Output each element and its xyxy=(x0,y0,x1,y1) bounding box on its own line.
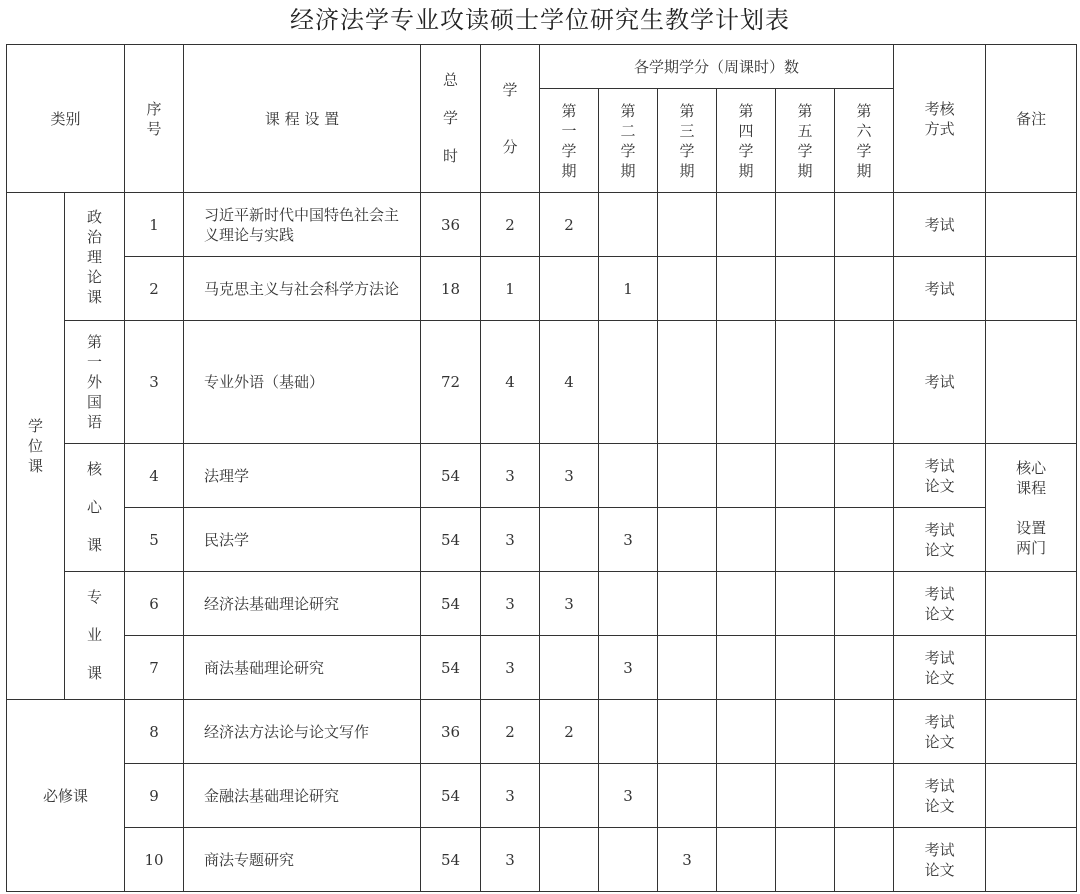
total-hours: 54 xyxy=(421,508,481,572)
table-row xyxy=(7,321,1077,444)
semester-3-cell xyxy=(658,700,717,764)
assessment-method: 考试 论文 xyxy=(894,508,986,572)
semester-6-cell xyxy=(835,321,894,444)
remark-cell xyxy=(986,572,1077,636)
course-name: 民法学 xyxy=(184,508,421,572)
row-number: 7 xyxy=(125,636,184,700)
row-number: 2 xyxy=(125,257,184,321)
semester-3-cell xyxy=(658,764,717,828)
semester-4-cell xyxy=(717,572,776,636)
semester-5-header: 第 五 学 期 xyxy=(776,89,835,193)
semester-2-header: 第 二 学 期 xyxy=(599,89,658,193)
remark-cell xyxy=(986,257,1077,321)
semester-3-cell xyxy=(658,444,717,508)
semester-6-cell xyxy=(835,700,894,764)
semester-group-header: 各学期学分（周课时）数 xyxy=(540,45,894,89)
semester-6-cell xyxy=(835,444,894,508)
semester-2-cell xyxy=(599,700,658,764)
assessment-method: 考试 论文 xyxy=(894,444,986,508)
semester-2-cell: 3 xyxy=(599,508,658,572)
course-name: 习近平新时代中国特色社会主义理论与实践 xyxy=(184,193,421,257)
semester-4-cell xyxy=(717,828,776,892)
semester-1-cell: 2 xyxy=(540,700,599,764)
semester-1-header: 第 一 学 期 xyxy=(540,89,599,193)
subgroup-foreign-language: 第 一 外 国 语 xyxy=(65,321,125,444)
remarks-header: 备注 xyxy=(986,45,1077,193)
semester-3-cell xyxy=(658,572,717,636)
subgroup-core: 核 心 课 xyxy=(65,444,125,572)
semester-1-cell xyxy=(540,828,599,892)
semester-1-cell xyxy=(540,508,599,572)
assessment-method: 考试 论文 xyxy=(894,636,986,700)
semester-3-cell xyxy=(658,257,717,321)
table-row xyxy=(7,636,1077,700)
table-row xyxy=(7,193,1077,257)
semester-3-cell: 3 xyxy=(658,828,717,892)
course-name: 法理学 xyxy=(184,444,421,508)
assessment-method: 考试 xyxy=(894,321,986,444)
semester-3-cell xyxy=(658,321,717,444)
semester-4-cell xyxy=(717,508,776,572)
semester-4-cell xyxy=(717,193,776,257)
course-name: 马克思主义与社会科学方法论 xyxy=(184,257,421,321)
semester-6-cell xyxy=(835,828,894,892)
total-hours: 36 xyxy=(421,193,481,257)
semester-3-cell xyxy=(658,193,717,257)
semester-1-cell: 4 xyxy=(540,321,599,444)
row-number: 10 xyxy=(125,828,184,892)
semester-1-cell: 3 xyxy=(540,572,599,636)
semester-2-cell: 1 xyxy=(599,257,658,321)
credits: 2 xyxy=(481,700,540,764)
credits: 3 xyxy=(481,764,540,828)
semester-3-cell xyxy=(658,508,717,572)
semester-6-cell xyxy=(835,636,894,700)
course-name: 经济法方法论与论文写作 xyxy=(184,700,421,764)
row-number: 1 xyxy=(125,193,184,257)
table-row xyxy=(7,508,1077,572)
remark-cell xyxy=(986,321,1077,444)
credits: 3 xyxy=(481,508,540,572)
row-number: 5 xyxy=(125,508,184,572)
semester-5-cell xyxy=(776,444,835,508)
semester-4-cell xyxy=(717,700,776,764)
total-hours: 54 xyxy=(421,636,481,700)
semester-6-cell xyxy=(835,508,894,572)
subgroup-politics: 政 治 理 论 课 xyxy=(65,193,125,321)
remark-cell xyxy=(986,193,1077,257)
credits: 1 xyxy=(481,257,540,321)
core-remark: 核心 课程 设置 两门 xyxy=(986,444,1077,572)
semester-1-cell xyxy=(540,764,599,828)
credits: 3 xyxy=(481,572,540,636)
semester-5-cell xyxy=(776,700,835,764)
assessment-header: 考核 方式 xyxy=(894,45,986,193)
course-name: 商法专题研究 xyxy=(184,828,421,892)
credits: 3 xyxy=(481,636,540,700)
semester-6-cell xyxy=(835,257,894,321)
group-required-courses: 必修课 xyxy=(7,700,125,892)
table-row xyxy=(7,444,1077,508)
credits-header: 学 分 xyxy=(481,45,540,193)
total-hours: 54 xyxy=(421,764,481,828)
course-header: 课 程 设 置 xyxy=(184,45,421,193)
credits: 3 xyxy=(481,444,540,508)
semester-4-cell xyxy=(717,636,776,700)
remark-cell xyxy=(986,636,1077,700)
category-header: 类别 xyxy=(7,45,125,193)
semester-3-header: 第 三 学 期 xyxy=(658,89,717,193)
semester-5-cell xyxy=(776,636,835,700)
course-name: 商法基础理论研究 xyxy=(184,636,421,700)
assessment-method: 考试 论文 xyxy=(894,572,986,636)
semester-3-cell xyxy=(658,636,717,700)
total-hours: 72 xyxy=(421,321,481,444)
table-row xyxy=(7,700,1077,764)
total-hours: 18 xyxy=(421,257,481,321)
semester-5-cell xyxy=(776,764,835,828)
total-hours-header: 总 学 时 xyxy=(421,45,481,193)
semester-1-cell xyxy=(540,257,599,321)
assessment-method: 考试 论文 xyxy=(894,828,986,892)
assessment-method: 考试 xyxy=(894,257,986,321)
course-name: 经济法基础理论研究 xyxy=(184,572,421,636)
group-degree-courses: 学 位 课 xyxy=(7,193,65,700)
total-hours: 54 xyxy=(421,572,481,636)
credits: 2 xyxy=(481,193,540,257)
subgroup-major: 专 业 课 xyxy=(65,572,125,700)
total-hours: 36 xyxy=(421,700,481,764)
table-row xyxy=(7,572,1077,636)
semester-4-cell xyxy=(717,444,776,508)
seq-header: 序 号 xyxy=(125,45,184,193)
semester-6-header: 第 六 学 期 xyxy=(835,89,894,193)
table-row xyxy=(7,828,1077,892)
course-name: 专业外语（基础） xyxy=(184,321,421,444)
semester-2-cell xyxy=(599,828,658,892)
teaching-plan-table xyxy=(6,44,1077,892)
semester-1-cell xyxy=(540,636,599,700)
semester-4-cell xyxy=(717,321,776,444)
semester-2-cell xyxy=(599,572,658,636)
assessment-method: 考试 xyxy=(894,193,986,257)
semester-5-cell xyxy=(776,572,835,636)
row-number: 6 xyxy=(125,572,184,636)
semester-4-cell xyxy=(717,257,776,321)
semester-6-cell xyxy=(835,764,894,828)
semester-2-cell xyxy=(599,193,658,257)
row-number: 8 xyxy=(125,700,184,764)
course-name: 金融法基础理论研究 xyxy=(184,764,421,828)
semester-5-cell xyxy=(776,828,835,892)
credits: 4 xyxy=(481,321,540,444)
semester-4-header: 第 四 学 期 xyxy=(717,89,776,193)
semester-2-cell: 3 xyxy=(599,636,658,700)
semester-2-cell xyxy=(599,321,658,444)
semester-4-cell xyxy=(717,764,776,828)
semester-5-cell xyxy=(776,193,835,257)
table-row xyxy=(7,257,1077,321)
row-number: 4 xyxy=(125,444,184,508)
table-row xyxy=(7,764,1077,828)
total-hours: 54 xyxy=(421,444,481,508)
page-title: 经济法学专业攻读硕士学位研究生教学计划表 xyxy=(290,6,790,34)
semester-1-cell: 3 xyxy=(540,444,599,508)
semester-6-cell xyxy=(835,193,894,257)
remark-cell xyxy=(986,828,1077,892)
semester-6-cell xyxy=(835,572,894,636)
remark-cell xyxy=(986,700,1077,764)
row-number: 9 xyxy=(125,764,184,828)
remark-cell xyxy=(986,764,1077,828)
semester-1-cell: 2 xyxy=(540,193,599,257)
semester-5-cell xyxy=(776,508,835,572)
semester-5-cell xyxy=(776,257,835,321)
row-number: 3 xyxy=(125,321,184,444)
semester-5-cell xyxy=(776,321,835,444)
assessment-method: 考试 论文 xyxy=(894,764,986,828)
total-hours: 54 xyxy=(421,828,481,892)
header-row-1 xyxy=(7,45,1077,89)
credits: 3 xyxy=(481,828,540,892)
semester-2-cell: 3 xyxy=(599,764,658,828)
semester-2-cell xyxy=(599,444,658,508)
assessment-method: 考试 论文 xyxy=(894,700,986,764)
